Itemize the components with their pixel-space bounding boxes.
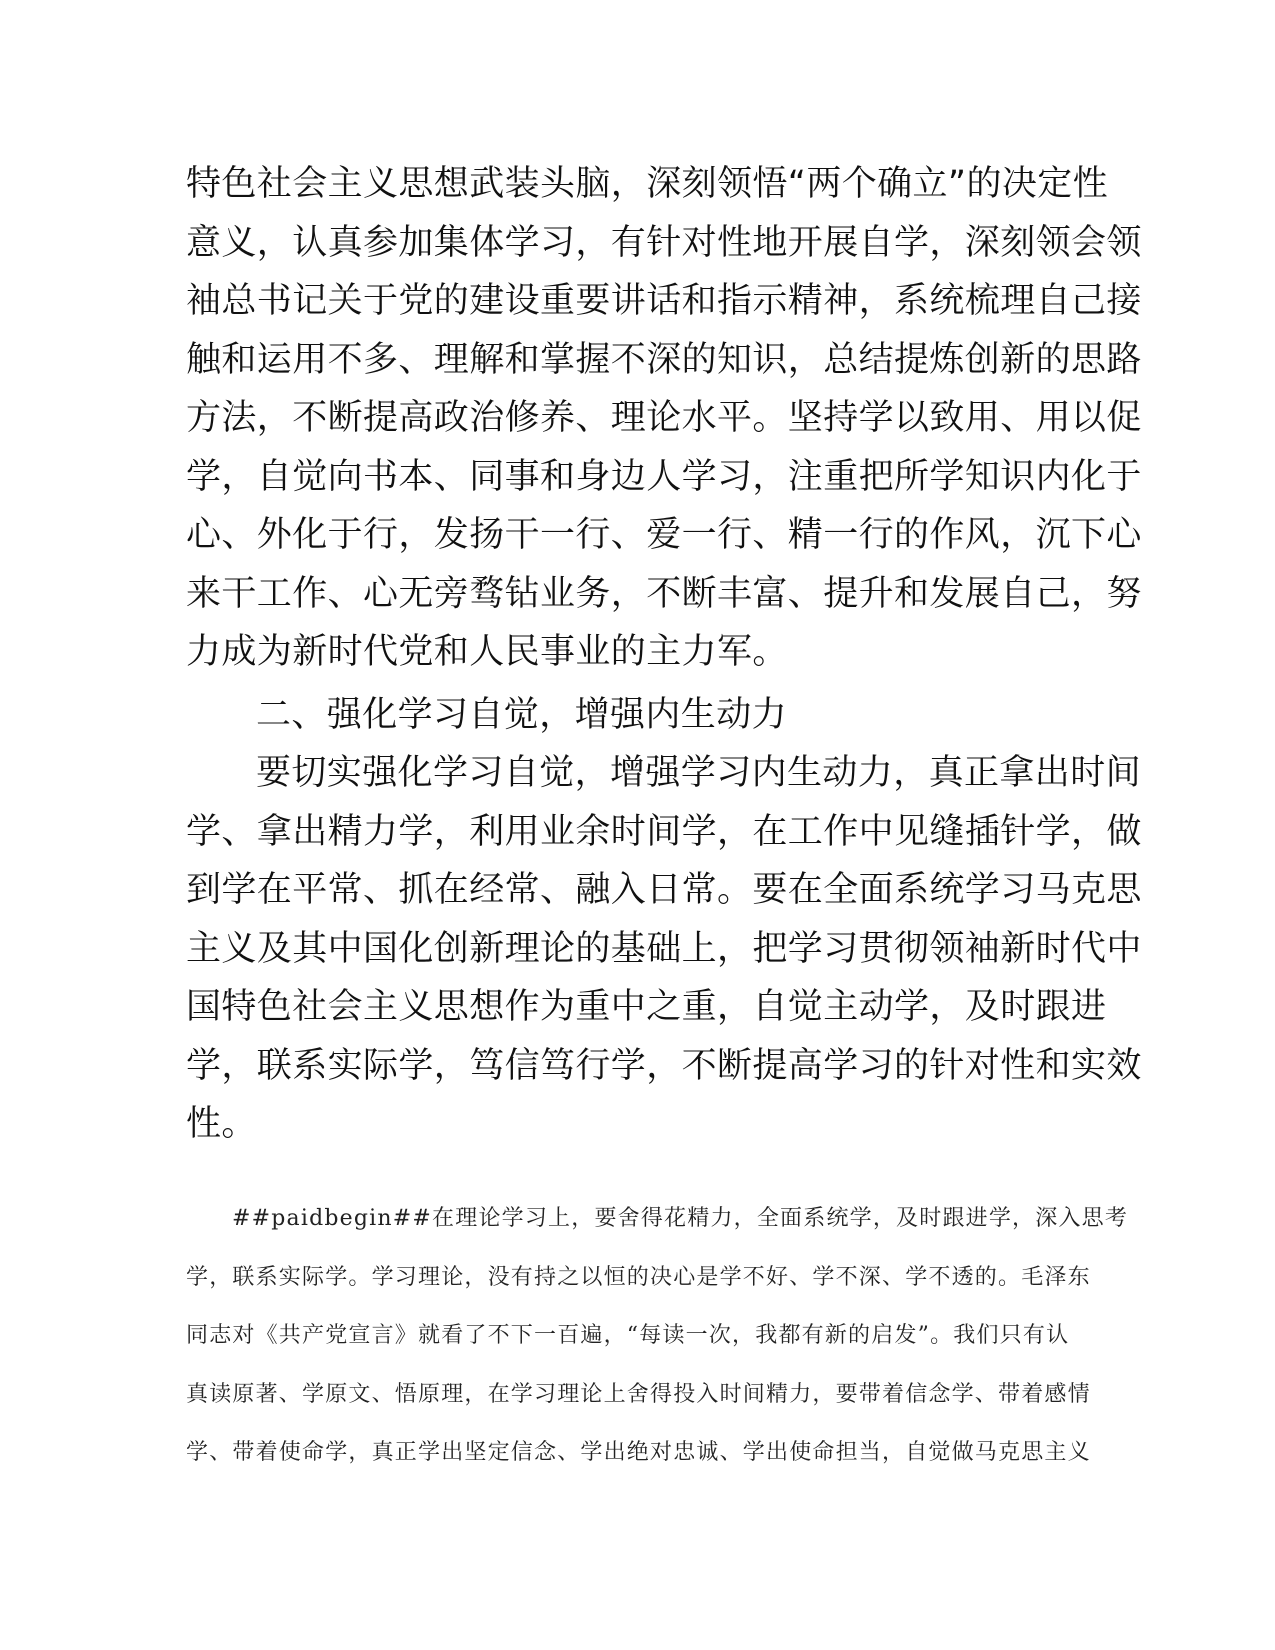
paragraph-3 [186, 1190, 1129, 1483]
section-heading [186, 686, 1091, 745]
paragraph-1-line: 学，自觉向书本、同事和身边人学习，注重把所学知识内化于 [186, 456, 1142, 497]
paragraph-1-line: 心、外化于行，发扬干一行、爱一行、精一行的作风，沉下心 [186, 515, 1142, 555]
paragraph-2-line: 学，联系实际学，笃信笃行学，不断提高学习的针对性和实效 [186, 1045, 1142, 1086]
paragraph-3-line: 学，联系实际学。学习理论，没有持之以恒的决心是学不好、学不深、学不透的。毛泽东 [186, 1264, 1091, 1290]
paragraph-2 [186, 744, 1142, 1154]
paragraph-2-line: 到学在平常、抓在经常、融入日常。要在全面系统学习马克思 [186, 870, 1142, 910]
paragraph-2-line: 学、拿出精力学，利用业余时间学，在工作中见缝插针学，做 [186, 811, 1142, 852]
paragraph-3-line: 同志对《共产党宣言》就看了不下一百遍，“每读一次，我都有新的启发”。我们只有认 [186, 1323, 1070, 1348]
section-heading-text: 二、强化学习自觉，增强内生动力 [256, 695, 788, 735]
paragraph-1-line: 特色社会主义思想武装头脑，深刻领悟“两个确立”的决定性 [186, 164, 1109, 204]
paragraph-1-line: 来干工作、心无旁骛钻业务，不断丰富、提升和发展自己，努 [186, 573, 1142, 614]
paragraph-1-line: 袖总书记关于党的建设重要讲话和指示精神，系统梳理自己接 [186, 281, 1142, 321]
paragraph-1 [186, 155, 1142, 682]
paragraph-1-line: 意义，认真参加集体学习，有针对性地开展自学，深刻领会领 [186, 222, 1142, 263]
paragraph-2-line: 要切实强化学习自觉，增强学习内生动力，真正拿出时间 [256, 753, 1142, 793]
paragraph-2-line: 主义及其中国化创新理论的基础上，把学习贯彻领袖新时代中 [186, 928, 1142, 969]
paragraph-2-line: 国特色社会主义思想作为重中之重，自觉主动学，及时跟进 [186, 987, 1107, 1027]
paragraph-1-line: 力成为新时代党和人民事业的主力军。 [186, 632, 788, 672]
paragraph-3-line: 学、带着使命学，真正学出坚定信念、学出绝对忠诚、学出使命担当，自觉做马克思主义 [186, 1440, 1091, 1465]
paragraph-1-line: 方法，不断提高政治修养、理论水平。坚持学以致用、用以促 [186, 398, 1142, 438]
paragraph-1-line: 触和运用不多、理解和掌握不深的知识，总结提炼创新的思路 [186, 339, 1142, 380]
paragraph-2-line: 性。 [186, 1104, 257, 1144]
paragraph-3-line: ##paidbegin##在理论学习上，要舍得花精力，全面系统学，及时跟进学，深入思考 [232, 1206, 1129, 1231]
paragraph-3-line: 真读原著、学原文、悟原理，在学习理论上舍得投入时间精力，要带着信念学、带着感情 [186, 1381, 1091, 1407]
